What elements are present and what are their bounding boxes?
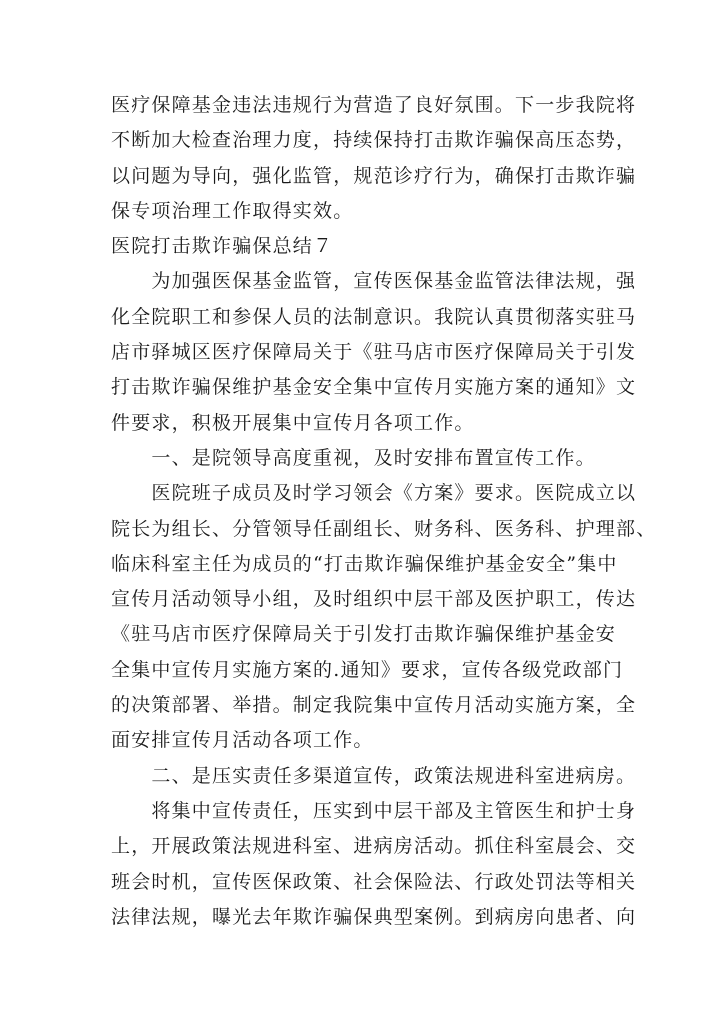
text-line: 面安排宣传月活动各项工作。	[111, 729, 374, 752]
text-line: 店市驿城区医疗保障局关于《驻马店市医疗保障局关于引发	[111, 341, 637, 364]
text-line: 为加强医保基金监管，宣传医保基金监管法律法规，强	[111, 270, 637, 293]
section-title-text: 医院打击欺诈骗保总结７	[111, 235, 334, 258]
text-line: 打击欺诈骗保维护基金安全集中宣传月实施方案的通知》文	[111, 376, 637, 399]
document-body	[111, 88, 657, 935]
text-line: 上，开展政策法规进科室、进病房活动。抓住科室晨会、交	[111, 835, 637, 858]
text-line: 将集中宣传责任，压实到中层干部及主管医生和护士身	[111, 799, 637, 822]
text-line: 的决策部署、举措。制定我院集中宣传月活动实施方案，全	[111, 694, 637, 717]
text-line: 院长为组长、分管领导任副组长、财务科、医务科、护理部、	[111, 517, 657, 540]
text-line: 一、是院领导高度重视，及时安排布置宣传工作。	[111, 446, 596, 469]
paragraph-point-two-heading	[111, 759, 637, 794]
text-line: 保专项治理工作取得实效。	[111, 199, 354, 222]
text-line: 二、是压实责任多渠道宣传，政策法规进科室进病房。	[111, 764, 637, 787]
paragraph-point-one-heading	[111, 441, 623, 476]
text-line: 宣传月活动领导小组，及时组织中层干部及医护职工，传达	[111, 588, 637, 611]
text-line: 化全院职工和参保人员的法制意识。我院认真贯彻落实驻马	[111, 305, 637, 328]
paragraph-intro	[111, 264, 637, 440]
text-line: 班会时机，宣传医保政策、社会保险法、行政处罚法等相关	[111, 870, 637, 893]
section-title	[111, 229, 623, 264]
text-line: 全集中宣传月实施方案的.通知》要求，宣传各级党政部门	[111, 658, 624, 681]
text-line: 临床科室主任为成员的“打击欺诈骗保维护基金安全”集中	[111, 552, 618, 575]
text-line: 医疗保障基金违法违规行为营造了良好氛围。下一步我院将	[111, 94, 637, 116]
text-line: 《驻马店市医疗保障局关于引发打击欺诈骗保维护基金安	[111, 623, 617, 646]
text-line: 医院班子成员及时学习领会《方案》要求。医院成立以	[111, 482, 637, 505]
text-line: 不断加大检查治理力度，持续保持打击欺诈骗保高压态势，	[111, 129, 637, 152]
text-line: 法律法规，曝光去年欺诈骗保典型案例。到病房向患者、向	[111, 905, 637, 928]
text-line: 以问题为导向，强化监管，规范诊疗行为，确保打击欺诈骗	[111, 164, 637, 187]
paragraph-closing	[111, 88, 637, 229]
text-line: 件要求，积极开展集中宣传月各项工作。	[111, 411, 475, 434]
paragraph-point-one-body	[111, 476, 657, 758]
paragraph-point-two-body	[111, 794, 637, 935]
